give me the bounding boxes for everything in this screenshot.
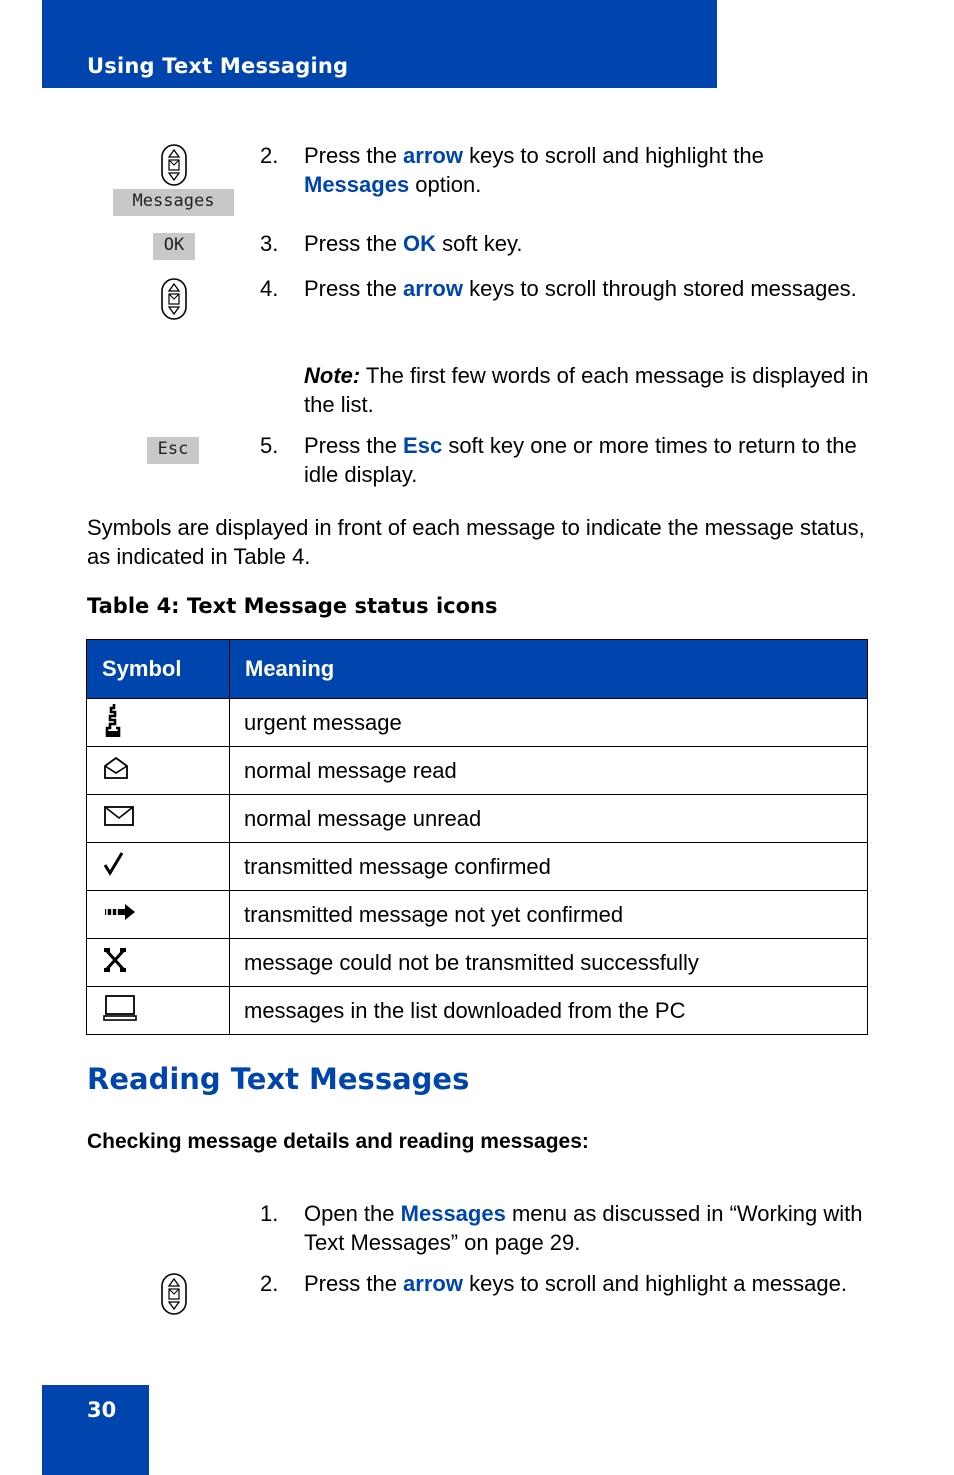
keyword: arrow [403,276,463,301]
table-caption: Table 4: Text Message status icons [87,594,498,618]
step-text: Press the arrow keys to scroll and highlight a message. [304,1271,847,1296]
intro-paragraph: Symbols are displayed in front of each message to indicate the message status, as indicated in Table 4. [87,515,865,569]
step-number: 3. [260,231,279,256]
meaning-cell: message could not be transmitted successfully [230,939,868,987]
urgent-icon [103,703,121,737]
messages-softkey[interactable]: Messages [113,189,234,216]
table-row [87,987,868,1035]
step-number: 4. [260,276,279,301]
step-text: Press the OK soft key. [304,231,523,256]
step-2-bottom [260,1269,870,1329]
failed-x-icon [103,947,127,973]
ok-softkey[interactable]: OK [153,233,195,260]
symbol-cell [87,795,230,843]
symbol-cell [87,939,230,987]
step-number: 5. [260,433,279,458]
header-title: Using Text Messaging [87,54,349,78]
symbol-cell [87,891,230,939]
nav-arrow-key-icon [161,144,187,186]
nav-arrow-key-icon [161,1273,187,1315]
step-3-top [260,229,870,259]
column-header-symbol: Symbol [87,640,230,699]
note-label: Note: [304,363,361,388]
step-number: 2. [260,1271,279,1296]
nav-arrow-key-icon [161,278,187,320]
table-row [87,795,868,843]
table-row [87,699,868,747]
subheading: Checking message details and reading messages: [87,1130,589,1153]
table-row [87,939,868,987]
meaning-cell: messages in the list downloaded from the PC [230,987,868,1035]
step-text: Press the arrow keys to scroll through stored messages. [304,276,857,301]
keyword: OK [403,231,437,256]
keyword: arrow [403,1271,463,1296]
status-icons-table [86,639,868,1035]
read-envelope-icon [103,756,129,780]
esc-softkey[interactable]: Esc [147,437,199,464]
step-4-top [260,274,870,424]
meaning-cell: normal message read [230,747,868,795]
step-number: 2. [260,143,279,168]
table-header-row [87,640,868,699]
column-header-meaning: Meaning [230,640,868,699]
step-text: Press the arrow keys to scroll and highlight the Messages option. [304,143,764,197]
meaning-cell: transmitted message confirmed [230,843,868,891]
symbol-cell [87,747,230,795]
section-title: Reading Text Messages [87,1062,470,1096]
keyword: arrow [403,143,463,168]
step-text: Open the Messages menu as discussed in “Working with Text Messages” on page 29. [304,1201,863,1255]
unread-envelope-icon [103,805,135,827]
checkmark-icon [103,851,125,877]
page-number: 30 [87,1398,117,1422]
table-row [87,747,868,795]
meaning-cell: transmitted message not yet confirmed [230,891,868,939]
meaning-cell: normal message unread [230,795,868,843]
table-row [87,891,868,939]
table-row [87,843,868,891]
symbol-cell [87,843,230,891]
step-number: 1. [260,1201,279,1226]
step-note: Note: The first few words of each message is displayed in the list. [304,363,869,417]
symbol-cell [87,987,230,1035]
step-text: Press the Esc soft key one or more times to return to the idle display. [304,433,857,487]
step-5-top [260,431,870,491]
step-1-bottom [260,1199,870,1259]
keyword: Messages [400,1201,506,1226]
meaning-cell: urgent message [230,699,868,747]
keyword: Esc [403,433,443,458]
symbol-cell [87,699,230,747]
arrow-right-icon [103,901,137,923]
keyword: Messages [304,172,410,197]
step-2-top [260,141,870,201]
pc-icon [103,994,137,1022]
